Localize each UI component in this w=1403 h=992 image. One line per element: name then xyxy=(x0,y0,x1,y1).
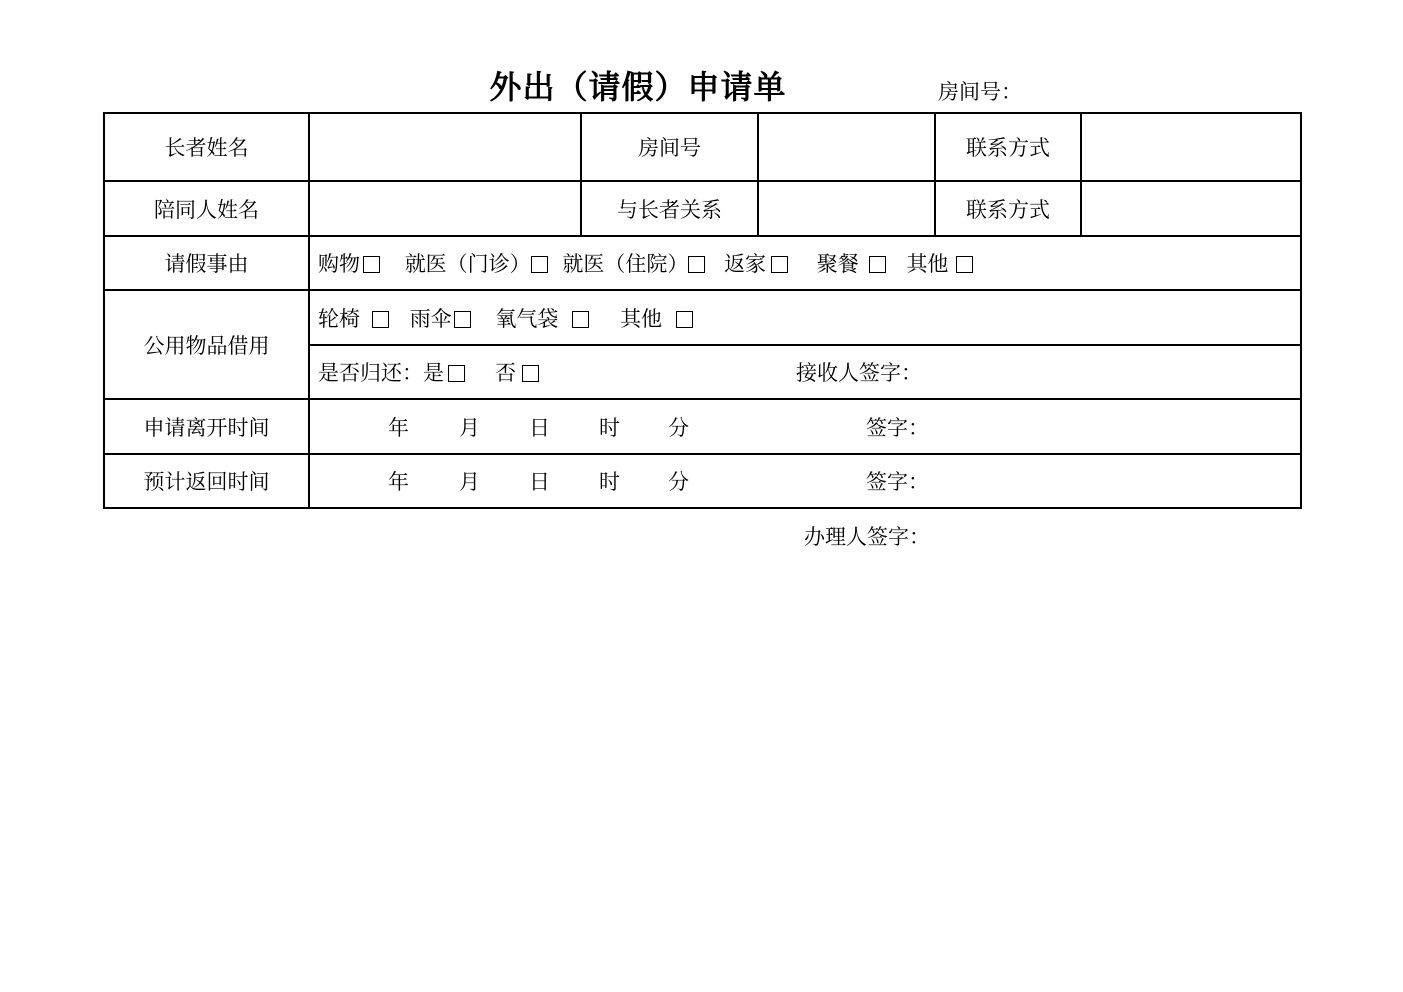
reason-inpatient-checkbox[interactable] xyxy=(688,256,705,273)
leave-application-form xyxy=(103,112,1302,509)
row-companion-info xyxy=(104,181,1301,236)
elder-name-field[interactable] xyxy=(309,113,581,181)
elder-name-label: 长者姓名 xyxy=(104,113,309,181)
return-time-cell xyxy=(309,454,1301,508)
leave-time-label: 申请离开时间 xyxy=(104,399,309,454)
room-number-label: 房间号： xyxy=(938,80,1022,104)
borrow-umbrella-checkbox[interactable] xyxy=(454,311,471,328)
borrow-label: 公用物品借用 xyxy=(104,290,309,399)
relation-field[interactable] xyxy=(758,181,935,236)
reason-options xyxy=(309,236,1301,290)
reason-inpatient-label: 就医（住院） xyxy=(562,252,689,276)
return-minute-label: 分 xyxy=(668,470,689,494)
reason-outpatient-label: 就医（门诊） xyxy=(404,252,531,276)
companion-contact-field[interactable] xyxy=(1081,181,1301,236)
row-borrow-items xyxy=(104,290,1301,345)
relation-label: 与长者关系 xyxy=(581,181,758,236)
leave-time-cell xyxy=(309,399,1301,454)
receiver-sign-label: 接收人签字： xyxy=(796,361,922,385)
borrow-oxygen-checkbox[interactable] xyxy=(572,311,589,328)
leave-hour-label: 时 xyxy=(599,415,620,440)
leave-year-label: 年 xyxy=(388,415,409,440)
return-sign-label: 签字： xyxy=(866,470,929,494)
return-no-label: 否 xyxy=(495,361,516,385)
leave-day-label: 日 xyxy=(529,415,550,440)
return-yes-label: 是 xyxy=(423,361,444,385)
reason-dinner-label: 聚餐 xyxy=(816,252,859,276)
return-no-checkbox[interactable] xyxy=(522,365,539,382)
leave-sign-label: 签字： xyxy=(866,415,929,440)
page-title: 外出（请假）申请单 xyxy=(489,68,787,106)
row-reason xyxy=(104,236,1301,290)
reason-home-label: 返家 xyxy=(724,252,767,276)
return-cell xyxy=(309,345,1301,399)
reason-other-checkbox[interactable] xyxy=(956,256,973,273)
reason-other-label: 其他 xyxy=(906,252,949,276)
reason-home-checkbox[interactable] xyxy=(771,256,788,273)
return-question-label: 是否归还： xyxy=(318,361,423,385)
row-return-time xyxy=(104,454,1301,508)
borrow-items xyxy=(309,290,1301,345)
return-time-label: 预计返回时间 xyxy=(104,454,309,508)
row-elder-info xyxy=(104,113,1301,181)
borrow-oxygen-label: 氧气袋 xyxy=(495,306,559,331)
return-hour-label: 时 xyxy=(599,470,620,494)
companion-contact-label: 联系方式 xyxy=(935,181,1081,236)
borrow-wheelchair-checkbox[interactable] xyxy=(372,311,389,328)
elder-contact-field[interactable] xyxy=(1081,113,1301,181)
reason-shopping-checkbox[interactable] xyxy=(363,256,380,273)
reason-shopping-label: 购物 xyxy=(318,252,360,276)
elder-contact-label: 联系方式 xyxy=(935,113,1081,181)
reason-outpatient-checkbox[interactable] xyxy=(531,256,548,273)
borrow-other-label: 其他 xyxy=(620,306,663,331)
borrow-other-checkbox[interactable] xyxy=(676,311,693,328)
borrow-umbrella-label: 雨伞 xyxy=(409,306,452,331)
return-day-label: 日 xyxy=(529,470,550,494)
room-label: 房间号 xyxy=(581,113,758,181)
companion-name-label: 陪同人姓名 xyxy=(104,181,309,236)
return-month-label: 月 xyxy=(459,470,480,494)
return-year-label: 年 xyxy=(388,470,409,494)
leave-minute-label: 分 xyxy=(668,415,689,440)
reason-dinner-checkbox[interactable] xyxy=(869,256,886,273)
handler-sign-label: 办理人签字： xyxy=(804,525,930,549)
return-yes-checkbox[interactable] xyxy=(448,365,465,382)
row-leave-time xyxy=(104,399,1301,454)
reason-label: 请假事由 xyxy=(104,236,309,290)
companion-name-field[interactable] xyxy=(309,181,581,236)
leave-month-label: 月 xyxy=(459,415,480,440)
room-field[interactable] xyxy=(758,113,935,181)
borrow-wheelchair-label: 轮椅 xyxy=(318,306,360,331)
